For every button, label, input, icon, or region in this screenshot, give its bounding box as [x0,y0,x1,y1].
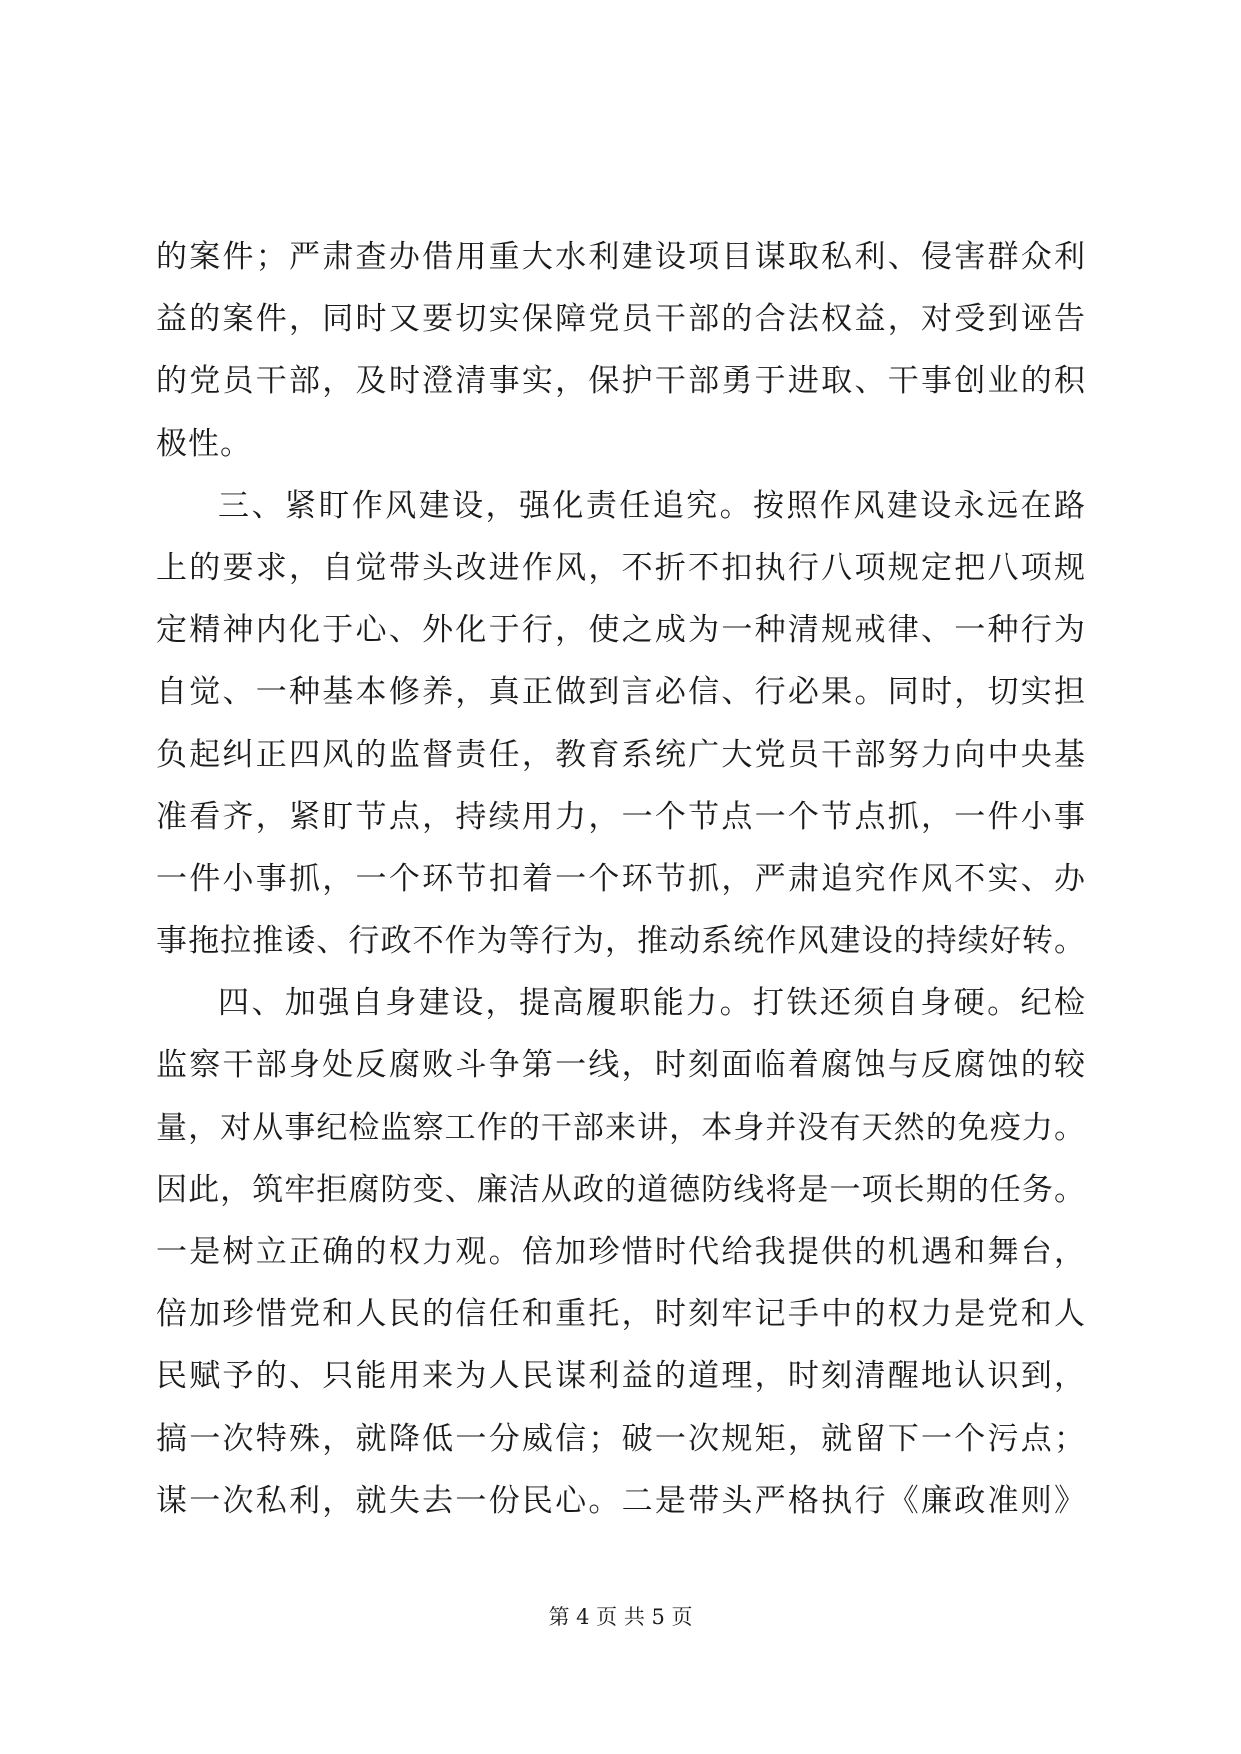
document-body [156,226,1086,1532]
text-line: 民赋予的、只能用来为人民谋利益的道理，时刻清醒地认识到， [156,1358,1086,1395]
text-line: 益的案件，同时又要切实保障党员干部的合法权益，对受到诬告 [156,301,1086,338]
text-line: 准看齐，紧盯节点，持续用力，一个节点一个节点抓，一件小事 [156,798,1086,835]
text-line: 事拖拉推诿、行政不作为等行为，推动系统作风建设的持续好转。 [156,923,1086,960]
text-line: 搞一次特殊，就降低一分威信；破一次规矩，就留下一个污点； [156,1420,1086,1457]
text-line: 量，对从事纪检监察工作的干部来讲，本身并没有天然的免疫力。 [156,1109,1086,1146]
text-line: 负起纠正四风的监督责任，教育系统广大党员干部努力向中央基 [156,736,1086,773]
text-line: 因此，筑牢拒腐防变、廉洁从政的道德防线将是一项长期的任务。 [156,1171,1086,1208]
text-line: 四、加强自身建设，提高履职能力。打铁还须自身硬。纪检 [218,985,1086,1022]
text-line: 监察干部身处反腐败斗争第一线，时刻面临着腐蚀与反腐蚀的较 [156,1047,1086,1084]
text-line: 一件小事抓，一个环节扣着一个环节抓，严肃追究作风不实、办 [156,860,1086,897]
text-line: 倍加珍惜党和人民的信任和重托，时刻牢记手中的权力是党和人 [156,1296,1086,1333]
text-line: 的党员干部，及时澄清事实，保护干部勇于进取、干事创业的积 [156,363,1086,400]
text-line: 上的要求，自觉带头改进作风，不折不扣执行八项规定把八项规 [156,549,1086,586]
text-line: 一是树立正确的权力观。倍加珍惜时代给我提供的机遇和舞台， [156,1234,1086,1270]
text-line: 自觉、一种基本修养，真正做到言必信、行必果。同时，切实担 [156,674,1086,711]
text-line: 定精神内化于心、外化于行，使之成为一种清规戒律、一种行为 [156,612,1086,649]
text-line: 三、紧盯作风建设，强化责任追究。按照作风建设永远在路 [218,487,1086,524]
page-footer: 第 4 页 共 5 页 [548,1605,693,1629]
text-line: 谋一次私利，就失去一份民心。二是带头严格执行《廉政准则》 [156,1482,1086,1519]
text-line: 极性。 [156,425,252,462]
text-line: 的案件；严肃查办借用重大水利建设项目谋取私利、侵害群众利 [156,239,1086,275]
